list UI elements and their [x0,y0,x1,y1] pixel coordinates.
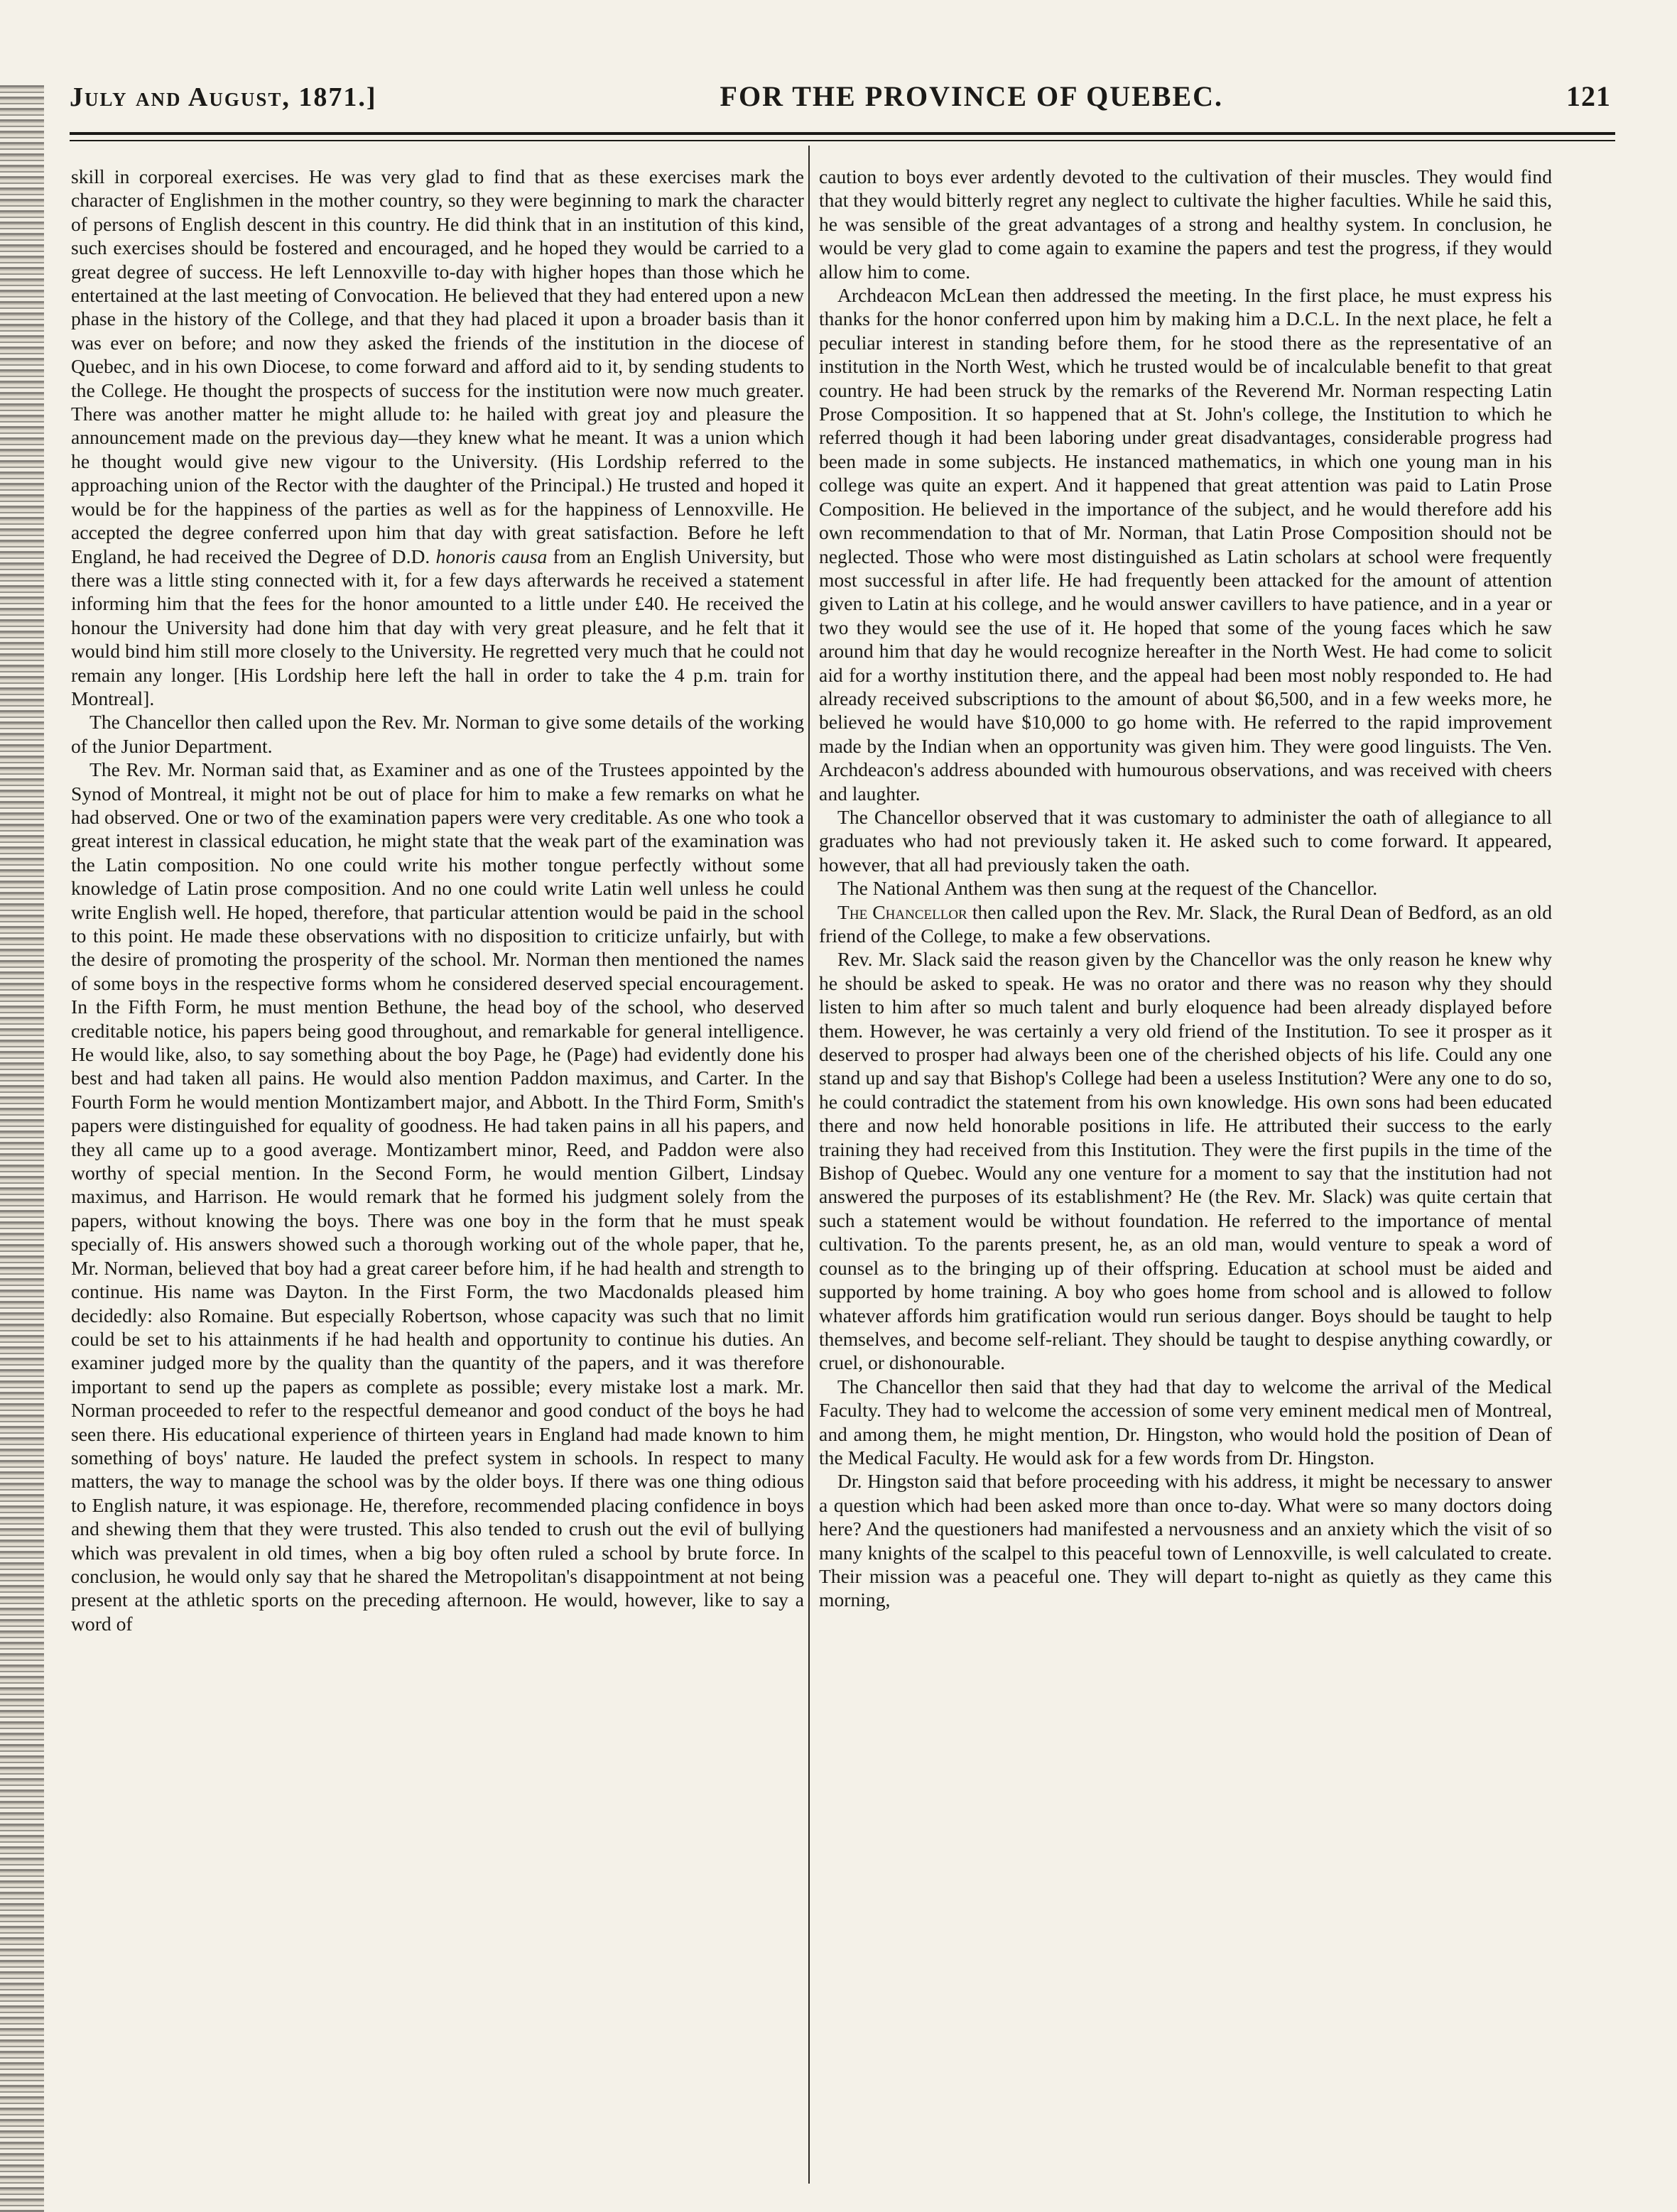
paragraph-slack-call [819,900,1552,948]
paragraph-hingston: Dr. Hingston said that before proceeding with his address, it might be necessary to answer a question which had been asked more than once to-day. What were so many doctors doing here? And the questioners had manifested a nervousness and an anxiety which the visit of so many knights of the scalpel to this peaceful town of Lennoxville, is well calculated to create. Their mission was a peaceful one. They will depart to-night as quietly as they came this morning, [819,1470,1552,1611]
paragraph-bishop-remarks [71,165,804,710]
header-rule-thick [70,132,1615,135]
column-divider [808,146,810,2184]
running-head-date: July and August, 1871.] [70,82,377,112]
paragraph-anthem: The National Anthem was then sung at the request of the Chancellor. [837,877,1378,900]
header-rule-thin [70,140,1615,141]
paragraph-mclean-address: Archdeacon McLean then addressed the meeting. In the first place, he must express his thanks for the honor conferred upon him by making him a D.C.L. In the next place, he felt a peculiar interest in standing before them, for he stood there as the representative of an institution in the North West, which he trusted would be of incalculable benefit to that great country. He had been struck by the remarks of the Reverend Mr. Norman respecting Latin Prose Composition. It so happened that at St. John's college, the Institution to which he referred though it had been laboring under great disadvantages, considerable progress had been made in some subjects. He instanced mathematics, in which one young man in his college was quite an expert. And it happened that great attention was paid to Latin Prose Composition. He believed in the importance of the subject, and he would therefore add his own recommendation to that of Mr. Norman, that Latin Prose Composition should not be neglected. Those who were most distinguished as Latin scholars at school were frequently most successful in after life. He had frequently been attacked for the amount of attention given to Latin at his college, and he would answer cavillers to have patience, and in a year or two they would see the use of it. He hoped that some of the young faces which he saw around him that day he would recognize hereafter in the North West. He had come to solicit aid for a worthy institution there, and the appeal had been most nobly responded to. He had already received subscriptions to the amount of about $6,500, and in a few weeks more, he believed he would have $10,000 to go home with. He referred to the rapid improvement made by the Indian when an opportunity was given him. They were good linguists. The Ven. Archdeacon's address abounded with humourous observations, and was received with cheers and laughter. [819,284,1552,805]
paragraph-norman-conclusion: caution to boys ever ardently devoted to the cultivation of their muscles. They would find that they would bitterly regret any neglect to cultivate the higher faculties. While he said this, he was sensible of the great advantages of a strong and healthy system. In conclusion, he would be very glad to come again to examine the papers and test the progress, if they would allow him to come. [819,165,1552,283]
binding-edge [0,85,44,2212]
italic-phrase: honoris causa [435,545,548,567]
paragraph-text: then called upon the Rev. Mr. Slack, the Rural Dean of Bedford, as an old friend of the College, to make a few observations. [819,900,1552,947]
paragraph-medical-faculty: The Chancellor then said that they had that day to welcome the arrival of the Medical Faculty. They had to welcome the accession of some very eminent medical men of Montreal, and among them, he might mention, Dr. Hingston, who would hold the position of Dean of the Medical Faculty. He would ask for a few words from Dr. Hingston. [819,1375,1552,1469]
left-column [71,165,804,2181]
running-head-title: FOR THE PROVINCE OF QUEBEC. [720,80,1224,112]
header-rule [70,132,1615,141]
paragraph-norman-remarks: The Rev. Mr. Norman said that, as Examiner and as one of the Trustees appointed by the Synod of Montreal, it might not be out of place for him to make a few remarks on what he had observed. One or two of the examination papers were very creditable. As one who took a great interest in classical education, he might state that the weak part of the examination was the Latin composition. No one could write his mother tongue perfectly without some knowledge of Latin prose composition. And no one could write Latin well unless he could write English well. He hoped, therefore, that particular attention would be paid in the school to this point. He made these observations with no disposition to criticize unfairly, but with the desire of promoting the prosperity of the school. Mr. Norman then mentioned the names of some boys in the respective forms whom he considered deserved special encouragement. In the Fifth Form, he must mention Bethune, the head boy of the school, who deserved creditable notice, his papers being good throughout, and remarkable for general intelligence. He would like, also, to say something about the boy Page, he (Page) had evidently done his best and had taken all pains. He would also mention Paddon maximus, and Carter. In the Fourth Form he would mention Montizambert major, and Abbott. In the Third Form, Smith's papers were distinguished for equality of goodness. He had taken pains in all his papers, and they all came up to a good average. Montizambert minor, Reed, and Paddon were also worthy of special mention. In the Second Form, he would mention Gilbert, Lindsay maximus, and Harrison. He would remark that he formed his judgment solely from the papers, without knowing the boys. There was one boy in the form that he must speak specially of. His answers showed such a thorough working out of the whole paper, that he, Mr. Norman, believed that boy had a great career before him, if he had health and strength to continue. His name was Dayton. In the First Form, the two Macdonalds pleased him decidedly: also Romaine. But especially Robertson, whose capacity was such that no limit could be set to his attainments if he had health and opportunity to continue his duties. An examiner judged more by the quality than the quantity of the papers, and it was therefore important to send up the papers as complete as possible; every mistake lost a mark. Mr. Norman proceeded to refer to the respectful demeanor and good conduct of the boys he had seen there. His educational experience of thirteen years in England had made known to him something of boys' nature. He lauded the prefect system in schools. In respect to many matters, the way to manage the school was by the older boys. If there was one thing odious to English nature, it was espionage. He, therefore, recommended placing confidence in boys and shewing them that they were trusted. This also tended to crush out the evil of bullying which was prevalent in old times, when a big boy often ruled a school by brute force. In conclusion, he would only say that he shared the Metropolitan's disappointment at not being present at the athletic sports on the preceding afternoon. He would, however, like to say a word of [71,758,804,1635]
paragraph-text: skill in corporeal exercises. He was very glad to find that as these exercises mark the character of Englishmen in the mother country, so they were beginning to mark the character of persons of English descent in this country. He did think that in an institution of this kind, such exercises should be fostered and encouraged, and he hoped they would be carried to a great degree of success. He left Lennoxville to-day with higher hopes than those which he entertained at the last meeting of Convocation. He believed that they had entered upon a new phase in the history of the College, and that they had placed it upon a broader basis than it was ever on before; and now they asked the friends of the institution in the diocese of Quebec, and in his own Diocese, to come forward and afford aid to it, by sending students to the College. He thought the prospects of success for the institution were now much greater. There was another matter he might allude to: he hailed with great joy and pleasure the announcement made on the previous day—they knew what he meant. It was a union which he thought would give new vigour to the University. (His Lordship referred to the approaching union of the Rector with the daughter of the Principal.) He trusted and hoped it would be for the happiness of the parties as well as for the happiness of Lennoxville. He accepted the degree conferred upon him that day with great satisfaction. Before he left England, he had received the Degree of D.D. [71,165,804,567]
running-header [70,80,1611,129]
paragraph-chancellor-call: The Chancellor then called upon the Rev. Mr. Norman to give some details of the working of the Junior Department. [71,711,804,757]
right-column [819,165,1552,2181]
page-number: 121 [1566,80,1611,112]
small-caps-name: The Chancellor [837,900,967,923]
paragraph-oath: The Chancellor observed that it was customary to administer the oath of allegiance to all graduates who had not previously taken it. He asked such to come forward. It appeared, however, that all had previously taken the oath. [819,805,1552,876]
paragraph-text: from an English University, but there was a little sting connected with it, for a few days afterwards he received a statement informing him that the fees for the honor amounted to a little under £40. He received the honour the University had done him that day with very great pleasure, and he felt that it would bind him still more closely to the University. He regretted very much that he could not remain any longer. [His Lordship here left the hall in order to take the 4 p.m. train for Montreal]. [71,545,804,709]
paragraph-slack-remarks: Rev. Mr. Slack said the reason given by the Chancellor was the only reason he knew why he should be asked to speak. He was no orator and there was no reason why they should listen to him after so much talent and burly eloquence had been already displayed before them. However, he was certainly a very old friend of the Institution. To see it prosper as it deserved to prosper had always been one of the cherished objects of his life. Could any one stand up and say that Bishop's College had been a useless Institution? Were any one to do so, he could contradict the statement from his own knowledge. His own sons had been educated there and now held honorable positions in life. He attributed their success to the early training they had received from this Institution. They were the first pupils in the time of the Bishop of Quebec. Would any one venture for a moment to say that the institution had not answered the purposes of its establishment? He (the Rev. Mr. Slack) was quite certain that such a statement would be without foundation. He referred to the importance of mental cultivation. To the parents present, he, as an old man, would venture to speak a word of counsel as to the bringing up of their offspring. Education at school must be aided and supported by home training. A boy who goes home from school and is allowed to follow whatever affords him gratification would run serious danger. Boys should be taught to help themselves, and become self-reliant. They should be taught to despise anything cowardly, or cruel, or dishonourable. [819,948,1552,1374]
